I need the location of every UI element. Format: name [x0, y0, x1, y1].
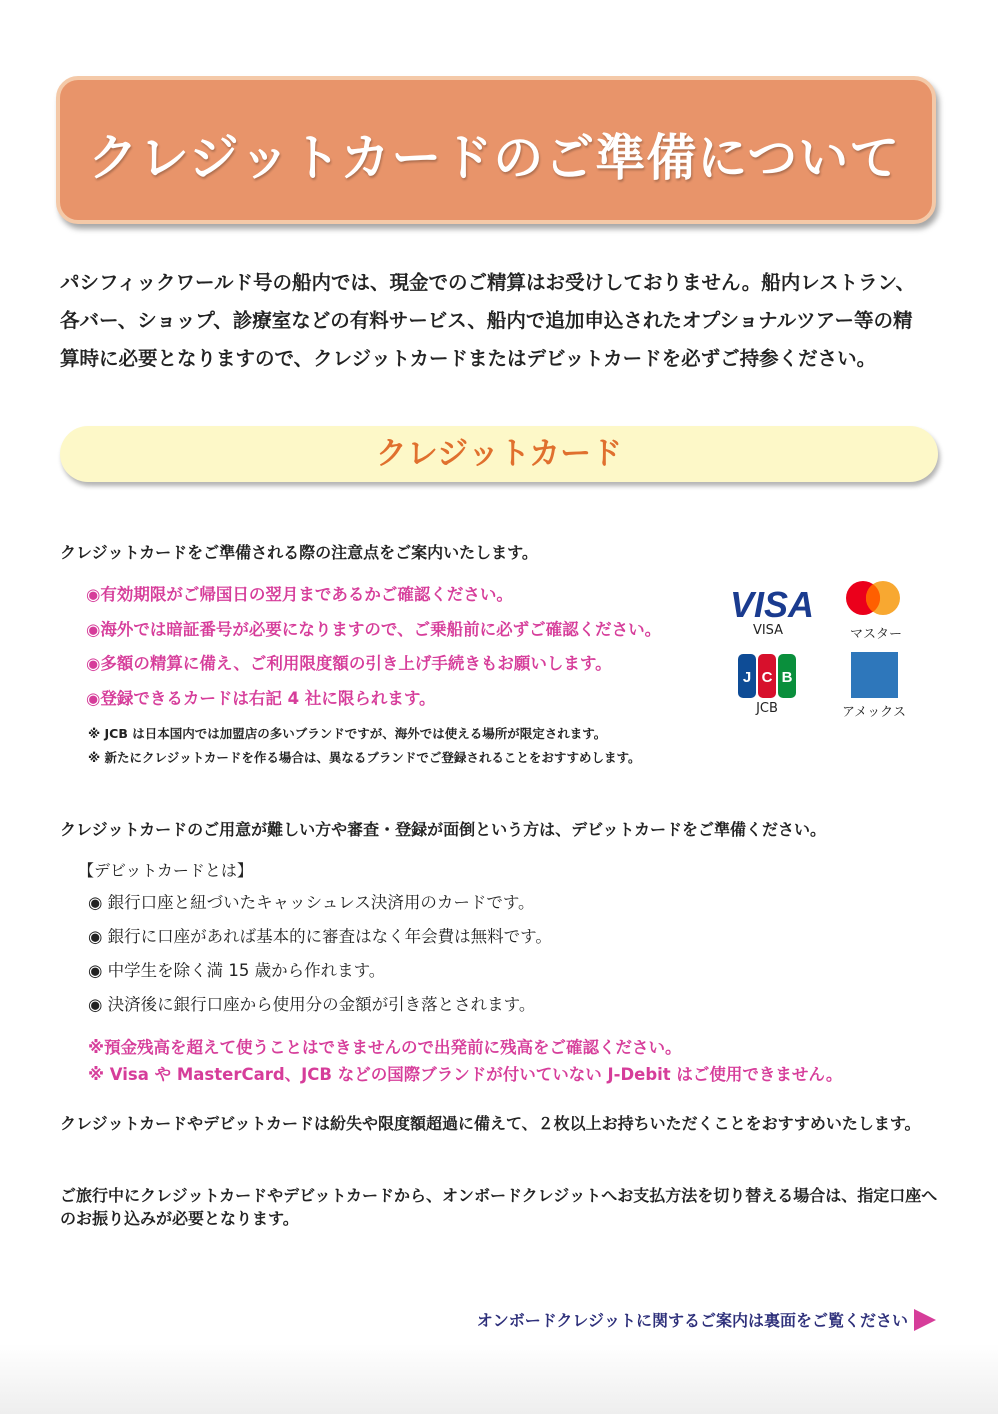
debit-points-list	[88, 886, 552, 1022]
list-item: ◉有効期限がご帰国日の翌月まであるかご確認ください。	[86, 585, 513, 604]
master-caption: マスター	[849, 627, 902, 642]
onboard-credit-paragraph: ご旅行中にクレジットカードやデビットカードから、オンボードクレジットへお支払方法を切り替える場合は、指定口座へのお振り込みが必要となります。	[60, 1186, 938, 1228]
svg-text:J: J	[742, 669, 752, 686]
intro-paragraph	[60, 264, 950, 378]
intro-line: 算時に必要となりますので、クレジットカードまたはデビットカードを必ずご持参ください。	[60, 347, 877, 370]
list-item: ◉海外では暗証番号が必要になりますので、ご乗船前に必ずご確認ください。	[86, 619, 662, 639]
svg-text:C: C	[761, 669, 773, 686]
credit-points-list	[86, 578, 726, 716]
intro-line: 各バー、ショップ、診療室などの有料サービス、船内で追加申込されたオプショナルツアー等の精	[60, 309, 913, 332]
list-item: ◉多額の精算に備え、ご利用限度額の引き上げ手続きもお願いします。	[86, 654, 612, 673]
small-note: ※ JCB は日本国内では加盟店の多いブランドですが、海外では使える場所が限定されます。	[88, 726, 607, 741]
warning-item: ※預金残高を超えて使うことはできませんので出発前に残高をご確認ください。	[88, 1038, 682, 1057]
amex-caption: アメックス	[841, 705, 907, 720]
visa-logo-text: VISA	[729, 584, 815, 624]
credit-note-heading: クレジットカードをご準備される際の注意点をご案内いたします。	[60, 543, 538, 562]
section-title: クレジットカード	[375, 436, 623, 472]
list-item: ◉ 銀行口座と紐づいたキャッシュレス決済用のカードです。	[88, 893, 535, 912]
list-item: ◉登録できるカードは右記 4 社に限られます。	[86, 688, 436, 708]
back-page-link-label: オンボードクレジットに関するご案内は裏面をご覧ください	[476, 1311, 908, 1330]
small-note: ※ 新たにクレジットカードを作る場合は、異なるブランドでご登録されることをおすすめします。	[88, 750, 641, 765]
jcb-logo	[738, 654, 796, 698]
debit-warnings	[88, 1034, 842, 1088]
page-bottom-shade	[0, 1344, 998, 1414]
list-item: ◉ 決済後に銀行口座から使用分の金額が引き落とされます。	[88, 995, 536, 1014]
arrow-right-icon	[914, 1309, 936, 1331]
jcb-caption: JCB	[756, 701, 778, 716]
debit-intro: クレジットカードのご用意が難しい方や審査・登録が面倒という方は、デビットカードをご準備ください。	[60, 820, 827, 839]
visa-logo	[728, 584, 816, 624]
svg-text:B: B	[781, 669, 793, 686]
intro-line: パシフィックワールド号の船内では、現金でのご精算はお受けしておりません。船内レストラン、	[60, 271, 916, 294]
list-item: ◉ 銀行に口座があれば基本的に審査はなく年会費は無料です。	[88, 927, 552, 946]
amex-logo	[851, 652, 898, 698]
page-title: クレジットカードのご準備について	[88, 129, 901, 187]
mastercard-logo	[842, 578, 904, 618]
list-item: ◉ 中学生を除く満 15 歳から作れます。	[88, 961, 386, 980]
debit-heading: 【デビットカードとは】	[78, 861, 253, 880]
section-banner	[60, 426, 938, 482]
credit-small-notes	[88, 722, 728, 770]
two-cards-paragraph: クレジットカードやデビットカードは紛失や限度額超過に備えて、２枚以上お持ちいただくことをおすすめいたします。	[60, 1114, 921, 1133]
visa-caption: VISA	[752, 623, 784, 638]
warning-item: ※ Visa や MasterCard、JCB などの国際ブランドが付いていない J-Debit はご使用できません。	[88, 1065, 843, 1084]
back-page-link[interactable]	[477, 1308, 936, 1331]
